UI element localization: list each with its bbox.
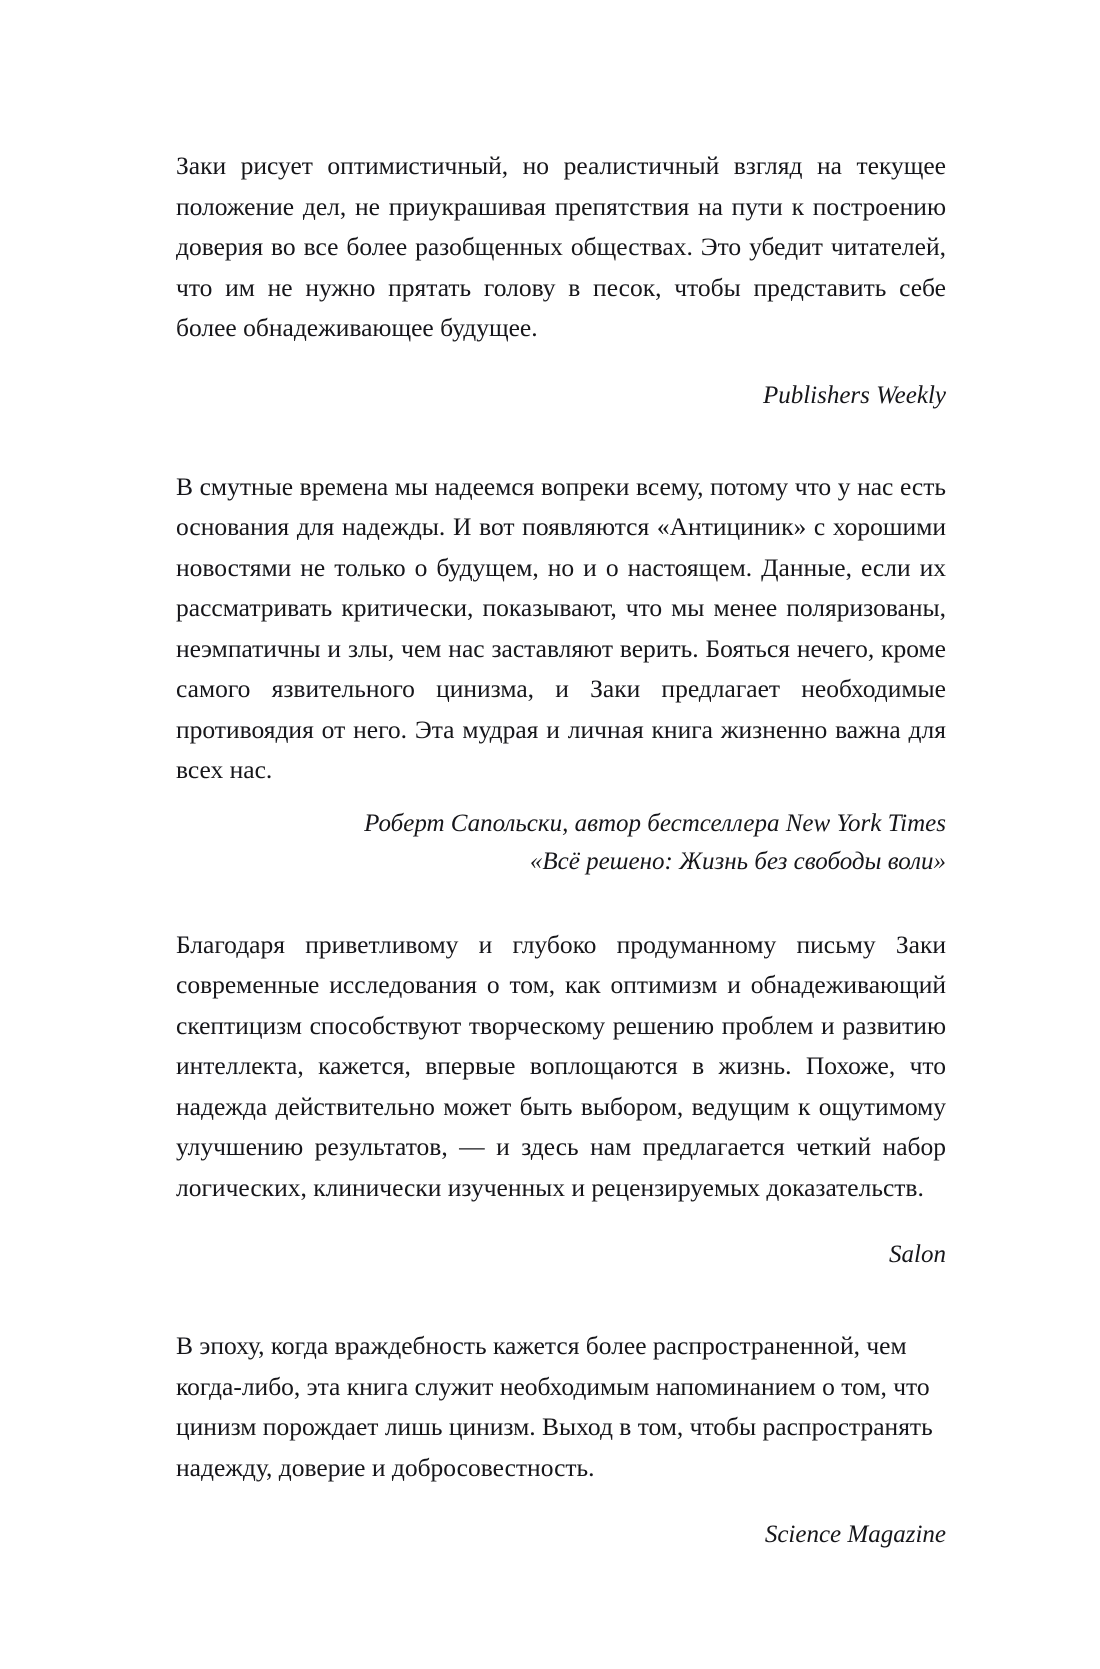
spacer <box>176 881 946 925</box>
blurb-attribution-line: Science Magazine <box>764 1521 946 1548</box>
spacer <box>176 349 946 377</box>
spacer <box>176 791 946 805</box>
blurb-body: Благодаря приветливому и глубоко продуманному письму Заки современные исследования о том, как оптимизм и обнадеживающий скептицизм способствуют творческому решению проблем и развитию интеллекта, кажется, впервые воплощаются в жизнь. Похоже, что надежда действительно может быть выбором, ведущим к ощутимому улучшению результатов, — и здесь нам предлагается четкий набор логических, клинически изученных и рецензируемых доказательств. <box>176 929 946 1202</box>
spacer <box>176 415 946 467</box>
blurb-science-magazine <box>176 1326 946 1554</box>
blurb-body: В смутные времена мы надеемся вопреки всему, потому что у нас есть основания для надежды. И вот появляются «Антициник» с хорошими новостями не только о будущем, но и о настоящем. Данные, если их рассматривать критически, показывают, что мы менее поляризованы, неэмпатичны и злы, чем нас заставляют верить. Бояться нечего, кроме самого язвительного цинизма, и Заки предлагает необходимые противоядия от него. Эта мудрая и личная книга жизненно важна для всех нас. <box>176 471 946 784</box>
blurb-body: Заки рисует оптимистичный, но реалистичный взгляд на текущее положение дел, не приукрашивая препятствия на пути к построению доверия во все более разобщенных обществах. Это убедит читателей, что им не нужно прятать голову в песок, чтобы представить себе более обнадеживающее будущее. <box>176 151 946 342</box>
blurb-attribution-line: Publishers Weekly <box>762 381 946 409</box>
blurb-attribution-line: Salon <box>889 1241 946 1268</box>
spacer <box>176 1488 946 1516</box>
blurb-body: В эпоху, когда враждебность кажется более распространенной, чем когда-либо, эта книга служит необходимым напоминанием о том, что цинизм порождает лишь цинизм. Выход в том, чтобы распространять надежду, доверие и добросовестность. <box>176 1331 933 1482</box>
praise-text-block <box>176 146 946 1554</box>
blurb-attribution-line: «Всё решено: Жизнь без свободы воли» <box>529 847 946 875</box>
blurb-attribution-line: Роберт Сапольски, автор бестселлера New York Times <box>364 809 946 837</box>
spacer <box>176 1208 946 1236</box>
blurb-robert-sapolsky <box>176 467 946 881</box>
spacer <box>176 1274 946 1326</box>
blurb-publishers-weekly <box>176 146 946 415</box>
blurb-salon <box>176 925 946 1275</box>
